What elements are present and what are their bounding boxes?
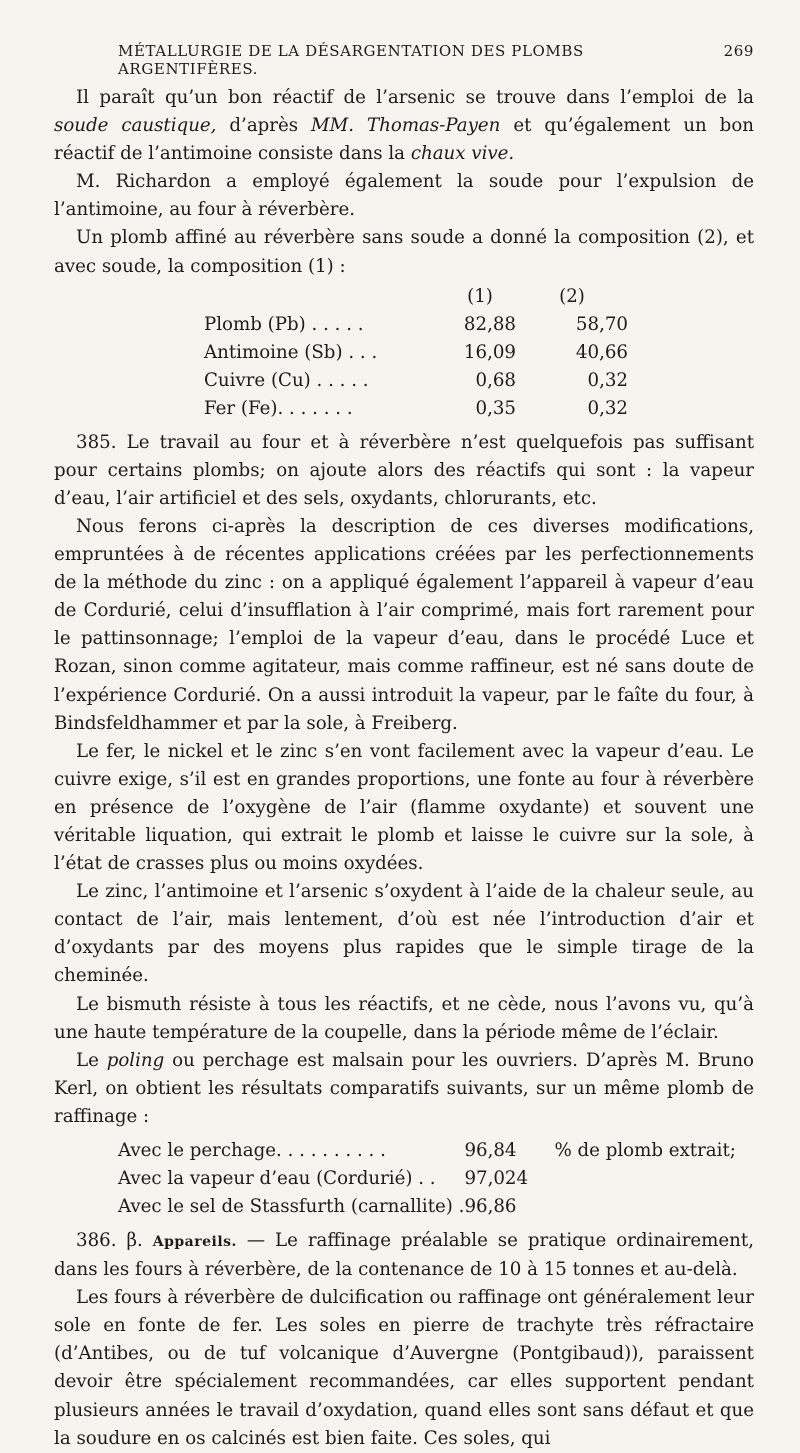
cell-value: 97,024	[464, 1168, 529, 1189]
table-row	[204, 311, 628, 339]
paragraph-bismuth: Le bismuth résiste à tous les réactifs, et ne cède, nous l’avons vu, qu’à une haute température de la coupelle, dans la période même de l’éclair.	[54, 993, 754, 1043]
page-number: 269	[723, 42, 754, 60]
cell-value: 96,84	[464, 1140, 517, 1161]
table-row	[118, 1193, 736, 1221]
cell-value: 0,35	[475, 397, 516, 419]
table-row	[118, 1165, 736, 1193]
cell-value: 16,09	[463, 341, 516, 363]
composition-table	[204, 283, 628, 423]
paragraph-385: 385. Le travail au four et à réverbère n’est quelquefois pas suffisant pour certains plombs; on ajoute alors des réactifs qui sont : la vapeur d’eau, l’air artificiel et des sels, oxydants, chlorurants, etc.	[54, 431, 754, 509]
paragraph-modifications: Nous ferons ci-après la description de ces diverses modifications, empruntées à de récentes applications créées par les perfectionnements de la méthode du zinc : on a appliqué également l’appareil à vapeur d’eau de Cordurié, celui d’insufflation à l’air comprimé, mais fort rarement pour le pattinsonnage; l’emploi de la vapeur d’eau, dans le procédé Luce et Rozan, sinon comme agitateur, mais comme raffineur, est né sans doute de l’expérience Cordurié. On a aussi introduit la vapeur, par le faîte du four, à Bindsfeldhammer et par la sole, à Freiberg.	[54, 515, 754, 734]
row-label: Avec la vapeur d’eau (Cordurié) . .	[118, 1168, 436, 1189]
paragraph-composition-intro: Un plomb affiné au réverbère sans soude a donné la composition (2), et avec soude, la composition (1) :	[54, 227, 754, 277]
composition-table-header	[204, 283, 628, 311]
row-label: Avec le sel de Stassfurth (carnallite) .	[118, 1196, 465, 1217]
paragraph-386: 386. β. Appareils. — Le raffinage préalable se pratique ordinairement, dans les fours à réverbère, de la contenance de 10 à 15 tonnes et au-delà.	[54, 1230, 754, 1281]
column-header: (1)	[467, 285, 493, 307]
column-header: (2)	[559, 285, 585, 307]
cell-value: 82,88	[463, 313, 516, 335]
paragraph-soude: Il paraît qu’un bon réactif de l’arsenic se trouve dans l’emploi de la soude caustique, d’après MM. Thomas-Payen et qu’également un bon réactif de l’antimoine consiste dans la chaux vive.	[54, 87, 754, 165]
results-table	[118, 1137, 736, 1221]
paragraph-poling: Le poling ou perchage est malsain pour les ouvriers. D’après M. Bruno Kerl, on obtient les résultats comparatifs suivants, sur un même plomb de raffinage :	[54, 1049, 754, 1127]
paragraph-zinc-antimoine: Le zinc, l’antimoine et l’arsenic s’oxydent à l’aide de la chaleur seule, au contact de l’air, mais lentement, d’où est née l’introduction d’air et d’oxydants par des moyens plus rapides que le simple tirage de la cheminée.	[54, 881, 754, 987]
section-heading: Appareils.	[152, 1234, 237, 1250]
table-row	[204, 367, 628, 395]
paragraph-richardon: M. Richardon a employé également la soude pour l’expulsion de l’antimoine, au four à réverbère.	[54, 171, 754, 221]
cell-value: 0,68	[475, 369, 516, 391]
paragraph-fours: Les fours à réverbère de dulcification ou raffinage ont généralement leur sole en fonte de fer. Les soles en pierre de trachyte très réfractaire (d’Antibes, ou de tuf volcanique d’Auvergne (Pontgibaud)), paraissent devoir être spécialement recommandées, car elles supportent pendant plusieurs années le travail d’oxydation, quand elles sont sans défaut et que la soudure en os calcinés est bien faite. Ces soles, qui	[54, 1287, 754, 1449]
row-label: Plomb (Pb) . . . . .	[204, 313, 364, 335]
cell-value: 0,32	[587, 397, 628, 419]
running-header	[54, 42, 754, 78]
row-label: Avec le perchage. . . . . . . . . .	[118, 1140, 386, 1161]
table-row	[204, 395, 628, 423]
row-label: Antimoine (Sb) . . .	[204, 341, 378, 363]
cell-value: 58,70	[575, 313, 628, 335]
cell-value: 96,86	[464, 1196, 517, 1217]
cell-suffix	[554, 1193, 735, 1221]
paragraph-fer-nickel-zinc: Le fer, le nickel et le zinc s’en vont facilement avec la vapeur d’eau. Le cuivre exige, s’il est en grandes proportions, une fonte au four à réverbère en présence de l’oxygène de l’air (flamme oxydante) et souvent une véritable liquation, qui extrait le plomb et laisse le cuivre sur la sole, à l’état de crasses plus ou moins oxydées.	[54, 740, 754, 875]
cell-suffix	[554, 1165, 735, 1193]
table-row	[204, 339, 628, 367]
cell-suffix: % de plomb extrait;	[554, 1140, 736, 1161]
cell-value: 40,66	[575, 341, 628, 363]
row-label: Fer (Fe). . . . . . .	[204, 397, 353, 419]
table-row	[118, 1137, 736, 1165]
cell-value: 0,32	[587, 369, 628, 391]
row-label: Cuivre (Cu) . . . . .	[204, 369, 369, 391]
running-title: MÉTALLURGIE DE LA DÉSARGENTATION DES PLOMBS ARGENTIFÈRES.	[118, 42, 584, 78]
